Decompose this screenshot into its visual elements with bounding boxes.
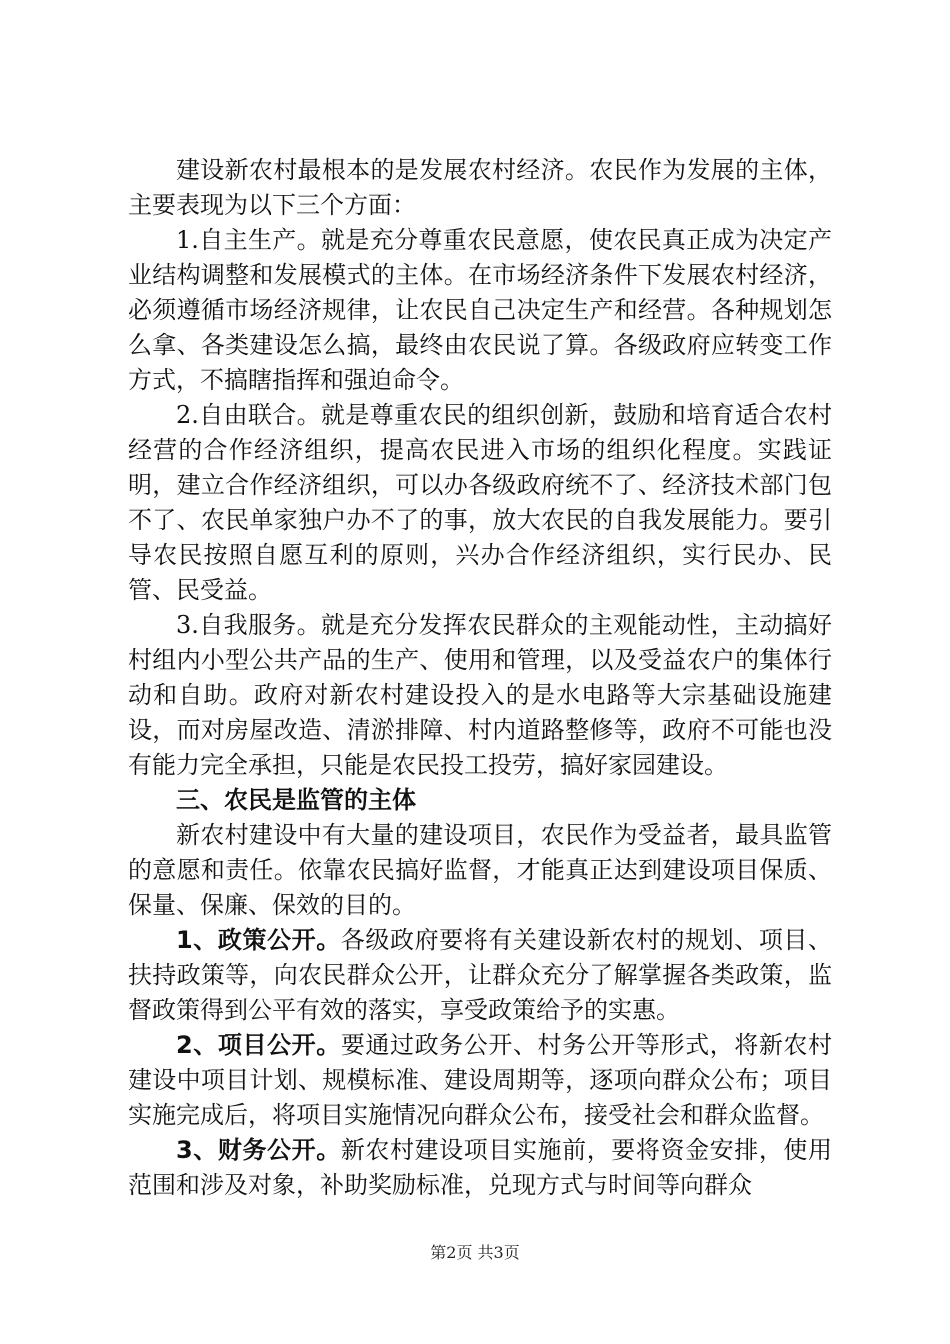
- paragraph-finance-public: [128, 1133, 832, 1203]
- paragraph-self-production: 1.自主生产。就是充分尊重农民意愿，使农民真正成为决定产业结构调整和发展模式的主体。在市场经济条件下发展农村经济，必须遵循市场经济规律，让农民自己决定生产和经营。各种规划怎么拿、各类建设怎么搞，最终由农民说了算。各级政府应转变工作方式，不搞瞎指挥和强迫命令。: [128, 226, 832, 394]
- section-heading-supervision: 三、农民是监管的主体: [176, 786, 416, 814]
- lead-policy-public: 1、政策公开。: [176, 926, 341, 954]
- lead-project-public: 2、项目公开。: [176, 1031, 341, 1059]
- text-policy-public: 各级政府要将有关建设新农村的规划、项目、扶持政策等，向农民群众公开，让群众充分了解掌握各类政策，监督政策得到公平有效的落实，享受政策给予的实惠。: [128, 926, 833, 1024]
- text-finance-public: 新农村建设项目实施前，要将资金安排，使用范围和涉及对象，补助奖励标准，兑现方式与时间等向群众: [128, 1136, 833, 1199]
- paragraph-free-association: 2.自由联合。就是尊重农民的组织创新，鼓励和培育适合农村经营的合作经济组织，提高农民进入市场的组织化程度。实践证明，建立合作经济组织，可以办各级政府统不了、经济技术部门包不了、农民单家独户办不了的事，放大农民的自我发展能力。要引导农民按照自愿互利的原则，兴办合作经济组织，实行民办、民管、民受益。: [128, 401, 832, 604]
- paragraph-project-public: [128, 1028, 832, 1133]
- paragraph-supervision-intro: 新农村建设中有大量的建设项目，农民作为受益者，最具监管的意愿和责任。依靠农民搞好监督，才能真正达到建设项目保质、保量、保廉、保效的目的。: [128, 821, 832, 919]
- page-footer: 第2页 共3页: [430, 1243, 520, 1262]
- paragraph-intro: 建设新农村最根本的是发展农村经济。农民作为发展的主体，主要表现为以下三个方面：: [128, 156, 832, 219]
- lead-finance-public: 3、财务公开。: [176, 1136, 341, 1164]
- paragraph-policy-public: [128, 923, 832, 1028]
- paragraph-self-service: 3.自我服务。就是充分发挥农民群众的主观能动性，主动搞好村组内小型公共产品的生产、使用和管理，以及受益农户的集体行动和自助。政府对新农村建设投入的是水电路等大宗基础设施建设，而对房屋改造、清淤排障、村内道路整修等，政府不可能也没有能力完全承担，只能是农民投工投劳，搞好家园建设。: [128, 611, 832, 779]
- text-project-public: 要通过政务公开、村务公开等形式，将新农村建设中项目计划、规模标准、建设周期等，逐项向群众公布；项目实施完成后，将项目实施情况向群众公布，接受社会和群众监督。: [128, 1031, 833, 1129]
- document-body: [128, 153, 832, 1203]
